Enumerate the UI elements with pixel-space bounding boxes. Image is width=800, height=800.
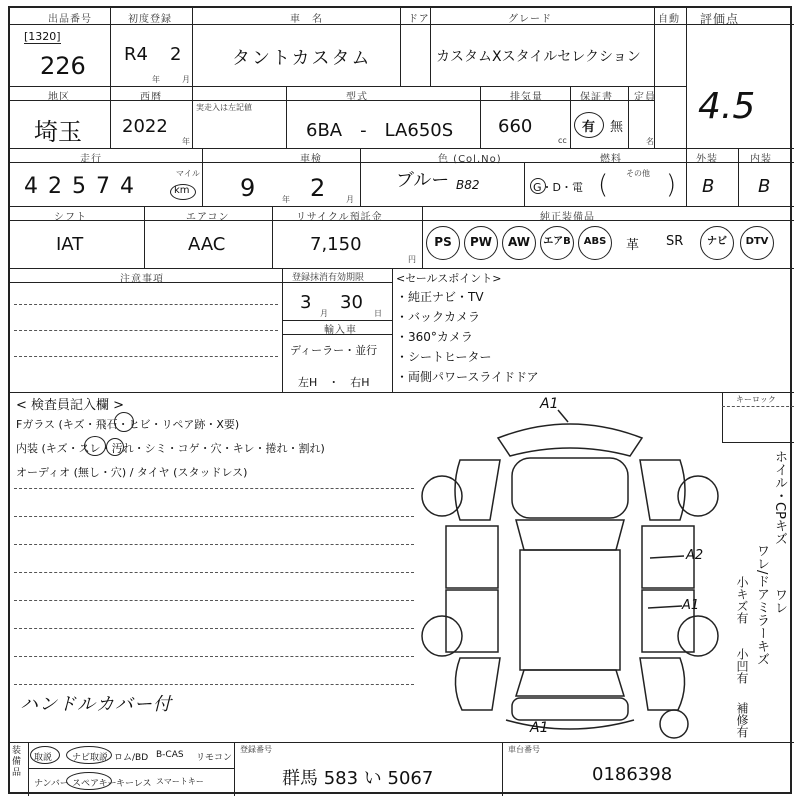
spare-tire [660,710,688,738]
wheel-rear-right [678,616,718,656]
mileage-digits [24,174,134,199]
expiry-month-unit: 月 [320,309,328,318]
ac-label: エアコン [186,212,230,223]
recycle-value: 7,150 [310,234,362,255]
side-note-mirror: ワレ/ドアミラーキズ [754,544,769,666]
equip-bcas: B-CAS [156,750,184,760]
wheel-rear-left [422,616,462,656]
option-ps: PS [426,226,460,260]
displacement-label: 排気量 [510,92,543,103]
side-note-wheel: ホイル・CPキズ [772,450,787,545]
inspector-title: < 検査員記入欄 > [16,398,125,413]
car-name-label: 車 名 [290,14,323,25]
left-rear-quarter [455,658,500,710]
mileage-digit: 4 [120,174,134,199]
year-unit-2: 年 [182,137,190,146]
equip-smart-key: スマートキー [156,777,204,786]
sales-label: <セールスポイント> [396,272,502,285]
score-value: 4.5 [698,86,756,127]
plate-label: 登録番号 [240,745,272,754]
rear-bumper-outline [506,720,634,729]
equip-remote: リモコン [196,753,233,763]
sales-point: ・バックカメラ [396,310,481,324]
mileage-digit: 5 [72,174,86,199]
year-label: 西暦 [140,92,162,103]
side-note-small-dent: 小凹有 [735,648,749,684]
steering-side: 左H ・ 右H [298,376,370,389]
left-rear-door [446,590,498,652]
sales-point: ・両側パワースライドドア [396,370,539,384]
options-label: 純正装備品 [540,212,595,223]
car-damage-diagram [420,400,720,740]
shift-value: IAT [56,234,84,255]
recycle-label: リサイクル預託金 [296,212,383,223]
capacity-label: 定員 [634,92,656,103]
grade-value: カスタムXスタイルセレクション [436,49,641,65]
lot-label: 出品番号 [48,14,92,25]
grade-label: グレード [508,14,552,25]
warranty-yes: 有 [582,120,596,135]
equip-keyless: キーレス [116,779,152,789]
model-year: 2022 [122,116,168,137]
wheel-front-left [422,476,462,516]
inspector-audio-line: オーディオ (無し・穴) / タイヤ (スタッドレス) [16,466,248,479]
left-front-door [446,526,498,588]
fuel-options: G・D・電 [533,181,583,194]
equip-spare-key: スペアキー [72,779,117,789]
mileage-label: 走行 [80,154,102,165]
handwritten-note: ハンドルカバー付 [20,694,172,715]
exterior-label: 外装 [696,154,718,165]
chassis-number: 0186398 [592,764,673,785]
option-abs: ABS [578,226,612,260]
option-leather: 革 [626,238,640,253]
shift-label: シフト [54,212,87,223]
dealer-parallel: ディーラー・並行 [290,344,378,357]
hood-outline [512,458,628,518]
mark-leader-front [558,410,568,422]
equip-number: ナンバー [34,779,69,789]
region-label: 地区 [48,92,70,103]
equip-rom: ロム/BD [114,753,149,763]
mileage-digit: 2 [48,174,62,199]
model-label: 型式 [346,92,368,103]
mark-leader-right-mid [650,556,684,558]
mileage-digit: 7 [96,174,110,199]
side-note-repaired: 補修有 [735,702,749,738]
roof-outline [520,550,620,670]
warranty-no: 無 [610,120,624,135]
auto-label: 自動 [658,14,680,25]
mileage-digit: 4 [24,174,38,199]
ac-value: AAC [188,234,226,255]
caution-label: 注意事項 [120,274,164,285]
cc-unit: cc [558,136,567,145]
expiry-label: 登録抹消有効期限 [292,273,365,283]
side-note-small-scratch: 小キズ有 [735,576,749,624]
inspector-interior-line: 内装 (キズ・スレ・汚れ・シミ・コゲ・穴・キレ・捲れ・割れ) [16,442,325,455]
rear-window-outline [516,670,624,696]
displacement: 660 [498,116,533,137]
warranty-label: 保証書 [580,92,613,103]
year-unit: 年 [152,75,160,84]
wheel-front-right [678,476,718,516]
option-dtv: DTV [740,226,774,260]
equip-navi-manual: ナビ取説 [72,753,109,763]
first-reg-era: R4 [124,44,148,65]
score-label: 評価点 [700,12,740,26]
equip-label: 装備品 [12,746,22,778]
fuel-label: 燃料 [600,154,622,165]
sales-point: ・純正ナビ・TV [396,290,484,304]
color: ブルー [396,170,450,191]
color-code: B82 [456,178,480,192]
inspection-label: 車検 [300,154,322,165]
chassis-label: 車台番号 [508,745,540,754]
equip-manual: 取説 [34,753,53,763]
side-note-crack: ワレ [772,588,787,614]
car-name: タントカスタム [232,48,372,69]
plate-number: 群馬 583 い 5067 [282,768,434,789]
inspection-month-unit: 月 [346,195,354,204]
damage-mark-rear: A1 [530,720,549,736]
front-bumper-outline [498,424,642,456]
option-navi: ナビ [700,226,734,260]
option-aw: AW [502,226,536,260]
import-label: 輸入車 [324,325,357,336]
damage-mark-front: A1 [540,396,559,412]
windshield-outline [516,520,624,550]
color-label: 色 (Col.No) [438,154,502,165]
month-unit: 月 [182,75,190,84]
import-note: 実走入は左記値 [196,103,252,112]
expiry-month: 3 [300,292,312,313]
mark-leader-right-rear [648,606,682,608]
capacity-unit: 名 [646,137,654,146]
expiry-day: 30 [340,292,363,313]
interior-label: 内装 [750,154,772,165]
km-unit: km [174,185,190,196]
model-code: 6BA - LA650S [306,120,454,141]
keylock-label: キーロック [736,395,776,404]
lot-number: 226 [40,52,86,80]
damage-mark-right-rear: A1 [682,598,700,613]
lot-code: [1320] [24,30,61,43]
inspection-year-unit: 年 [282,195,290,204]
sales-point: ・360°カメラ [396,330,473,344]
expiry-day-unit: 日 [374,309,382,318]
option-airbag: エアB [540,226,574,260]
door-label: ドア [408,14,430,25]
option-sr: SR [666,234,684,249]
first-reg-label: 初度登録 [128,14,172,25]
damage-mark-right-mid: A2 [686,548,704,563]
option-pw: PW [464,226,498,260]
first-reg-month: 2 [170,44,182,65]
rear-hatch-outline [512,698,628,720]
inspection-month: 2 [310,174,326,202]
inspection-year: 9 [240,174,256,202]
auction-sheet: 出品番号 初度登録 車 名 ドア グレード 自動 評価点 [1320] 226 R4 2 年 月 タントカスタム カスタムXスタイルセレクション 4.5 地区 西暦 型式 排気量 保証書 定員 埼玉 2022 年 実走入は左記値 6BA - LA650S 660 cc 有 無 名 走行 車検 色 (Col.No) 燃料 外装 内装 4 2 5 7 4 マイル km 9 年 2 月 ブルー B82 G・D・電 ( その他 ) B B シフト エアコン リサイクル預託金 純正装備品 IAT AAC 7,150 円 PS PW AW エアB ABS 革 SR ナビ DTV 注意事項 登録抹消有効期限 3 月 30 日 輸入車 ディーラー・並行 左H ・ 右H <セールスポイント> ・純正ナビ・TV ・バックカメラ ・360°カメラ ・シートヒーター ・両側パワースライドドア < 検査員記入欄 > Fガラス (キズ・飛石・ヒビ・リペア跡・X要) 内装 (キズ・スレ・汚れ・シミ・コゲ・穴・キレ・捲れ・割れ) オーディオ (無し・穴) / タイヤ (スタッドレス) ハンドルカバー付 A1 A2 A1 A1 キーロック ホイル・CPキズ ワレ/ドアミラーキズ ワレ 小キズ有 小凹有 補修有 装備品 取説 ナビ取説 ロム/BD B-CAS リモコン ナンバー スペアキー キーレス スマートキー 登録番号 群馬 583 い 5067 車台番号 0186398 [8,6,792,794]
right-rear-quarter [640,658,685,710]
interior-grade: B [758,176,771,197]
sales-point: ・シートヒーター [396,350,492,364]
yen-unit: 円 [408,255,416,264]
region: 埼玉 [34,118,82,146]
inspector-glass-line: Fガラス (キズ・飛石・ヒビ・リペア跡・X要) [16,418,240,431]
exterior-grade: B [702,176,715,197]
fuel-other: その他 [626,169,650,178]
mile-label: マイル [176,169,200,178]
